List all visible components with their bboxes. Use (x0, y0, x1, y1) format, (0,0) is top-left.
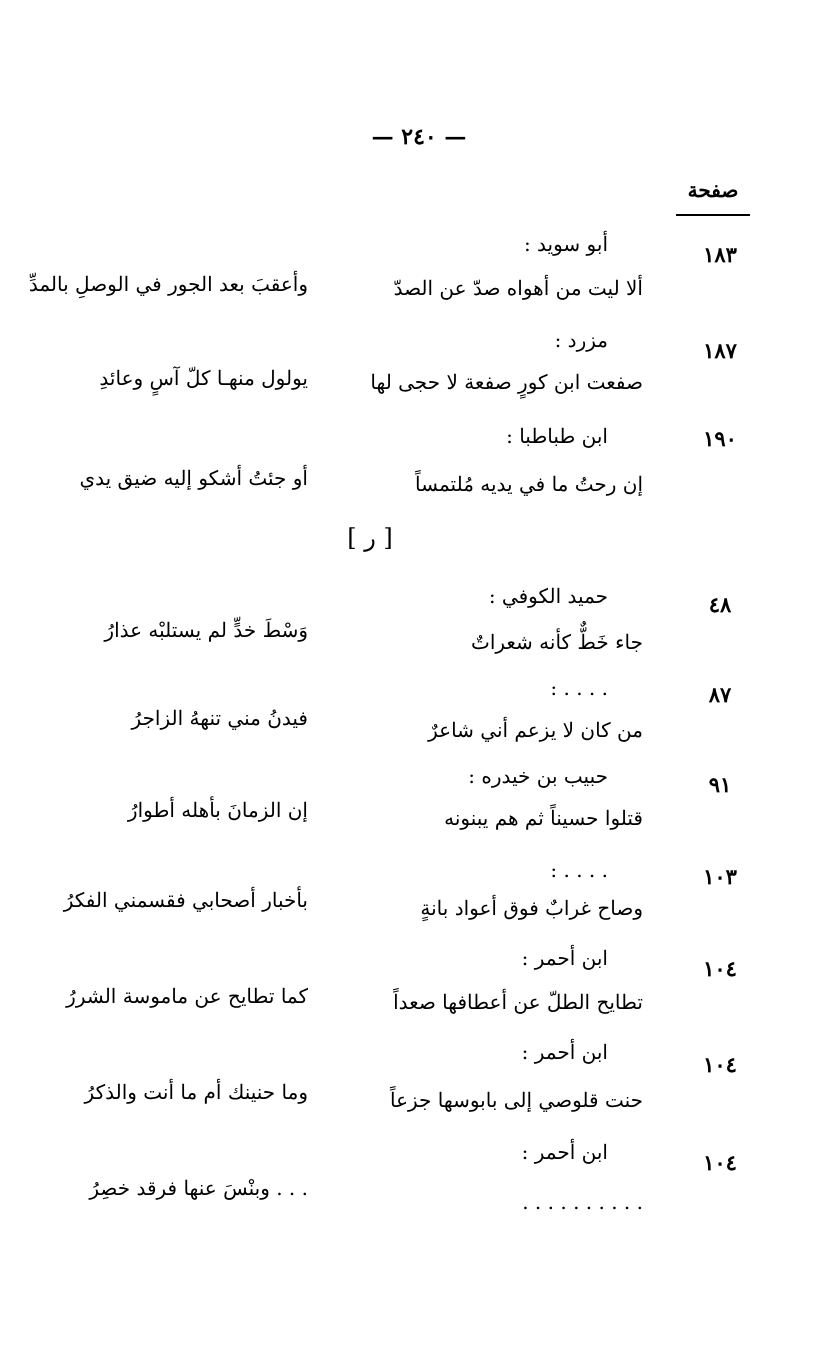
poet-name: مزرد : (554, 328, 608, 352)
page-reference: ١٠٣ (703, 864, 737, 889)
verse-first-hemistich: ألا ليت من أهواه صدّ عن الصدّ (393, 276, 643, 300)
verse-second-hemistich: وما حنينك أم ما أنت والذكرُ (84, 1080, 308, 1104)
verse-second-hemistich: . . . وبنْسَ عنها فرقد خصِرُ (89, 1176, 308, 1200)
verse-first-hemistich: وصاح غرابٌ فوق أعواد بانةٍ (420, 896, 643, 920)
poet-name: ابن أحمر : (521, 1040, 608, 1064)
page-reference: ١٩٠ (703, 426, 737, 451)
verse-first-hemistich: إن رحتُ ما في يديه مُلتمساً (415, 472, 643, 496)
verse-second-hemistich: بأخبار أصحابي فقسمني الفكرُ (63, 888, 308, 912)
verse-second-hemistich: وَسْطَ خدٍّ لم يستلبْه عذارُ (104, 618, 308, 642)
poet-name: حبيب بن خيدره : (468, 764, 608, 788)
poet-name: . . . . : (550, 676, 608, 700)
verse-second-hemistich: كما تطايح عن ماموسة الشررُ (66, 984, 308, 1008)
verse-first-hemistich: من كان لا يزعم أني شاعرٌ (428, 718, 643, 742)
page-reference: ١٠٤ (703, 956, 737, 981)
verse-first-hemistich: قتلوا حسيناً ثم هم يبنونه (444, 806, 643, 830)
page-reference: ٩١ (708, 772, 732, 797)
poet-name: . . . . : (550, 858, 608, 882)
verse-second-hemistich: فيدنُ مني تنههُ الزاجرُ (131, 706, 308, 730)
poet-name: أبو سويد : (523, 232, 608, 256)
poet-name: ابن طباطبا : (506, 424, 608, 448)
verse-second-hemistich: يولول منهـا كلّ آسٍ وعائدِ (99, 366, 308, 390)
verse-first-hemistich: تطايح الطلّ عن أعطافها صعداً (393, 990, 643, 1014)
page-reference: ١٠٤ (703, 1150, 737, 1175)
verse-first-hemistich: جاء خَطٌّ كأنه شعراتٌ (470, 630, 643, 654)
page-number: — ٢٤٠ — (371, 124, 467, 150)
poet-name: حميد الكوفي : (488, 584, 608, 608)
poet-name: ابن أحمر : (521, 946, 608, 970)
verse-second-hemistich: إن الزمانَ بأهله أطوارُ (127, 798, 308, 822)
page-reference: ٨٧ (708, 682, 732, 707)
page-reference: ١٨٧ (703, 338, 737, 363)
section-letter-marker: [ ر ] (347, 524, 393, 552)
verse-second-hemistich: وأعقبَ بعد الجور في الوصلِ بالمدِّ (28, 272, 308, 296)
verse-first-hemistich: . . . . . . . . . . (522, 1190, 643, 1214)
verse-second-hemistich: أو جئتُ أشكو إليه ضيق يدي (79, 466, 308, 490)
column-header-rule (676, 214, 750, 216)
poet-name: ابن أحمر : (521, 1140, 608, 1164)
page-reference: ١٠٤ (703, 1052, 737, 1077)
verse-first-hemistich: حنت قلوصي إلى بابوسها جزعاً (389, 1088, 643, 1112)
page-reference: ١٨٣ (703, 242, 737, 267)
page-reference: ٤٨ (708, 592, 732, 617)
verse-first-hemistich: صفعت ابن كورٍ صفعة لا حجى لها (370, 370, 643, 394)
column-header-page: صفحة (687, 178, 739, 202)
